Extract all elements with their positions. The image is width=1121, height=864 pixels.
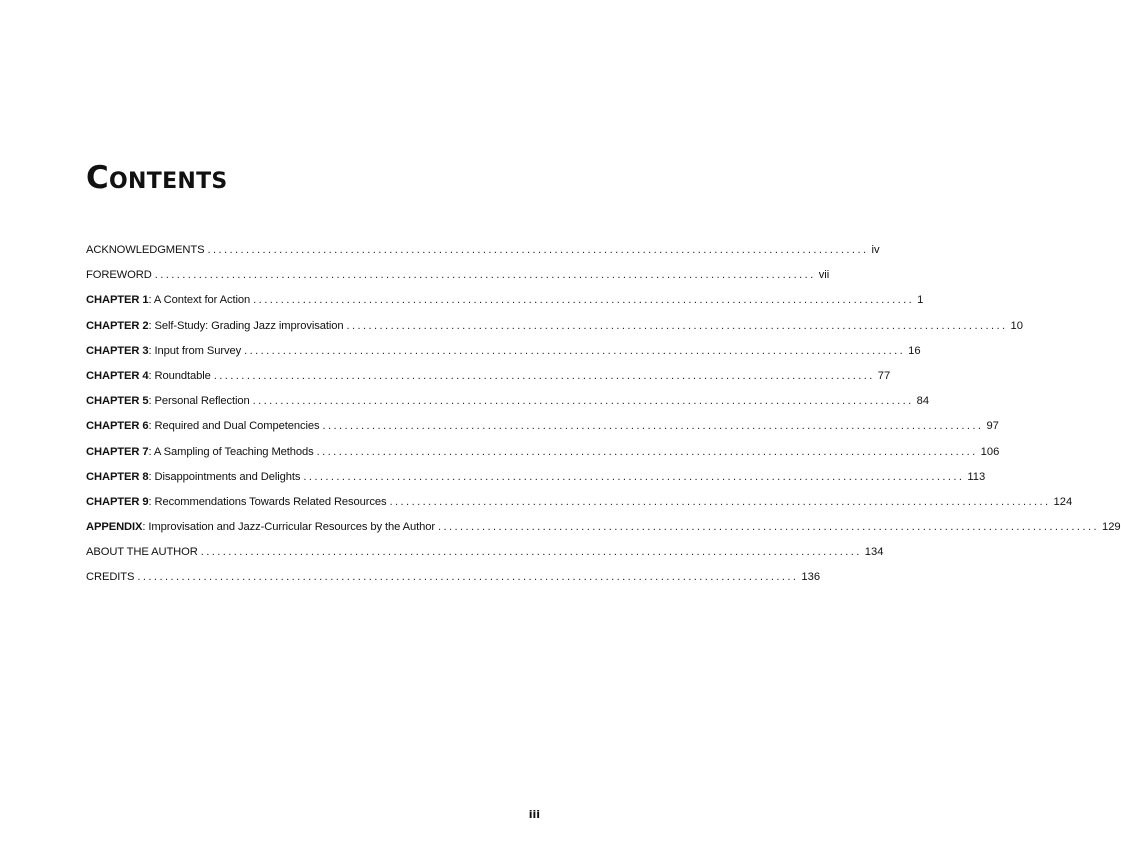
toc-entry-prefix: CHAPTER 2 — [86, 319, 149, 332]
toc-entry-text: : A Sampling of Teaching Methods — [148, 445, 314, 458]
toc-entry-page: 113 — [967, 470, 986, 483]
dot-leader: ........................................................................................................................ — [137, 571, 799, 584]
toc-entry[interactable] — [86, 521, 1121, 546]
toc-entry-text: : Recommendations Towards Related Resources — [148, 495, 387, 508]
toc-entry-label — [86, 269, 152, 281]
dot-leader: ........................................................................................................................ — [389, 495, 1051, 508]
toc-entry-prefix: CHAPTER 6 — [86, 420, 149, 433]
toc-entry-prefix: APPENDIX — [86, 521, 143, 534]
dot-leader: ........................................................................................................................ — [322, 420, 984, 433]
toc-entry-prefix: CHAPTER 1 — [86, 294, 149, 307]
toc-entry-text: : Improvisation and Jazz-Curricular Resources by the Author — [142, 521, 435, 534]
page-number: iii — [528, 808, 540, 821]
toc-entry[interactable] — [86, 445, 1000, 471]
toc-entry-text: : Required and Dual Competencies — [148, 420, 320, 433]
toc-entry-text: : Roundtable — [148, 369, 211, 382]
toc-entry[interactable] — [86, 420, 999, 445]
toc-entry-prefix: CHAPTER 9 — [86, 495, 149, 508]
toc-entry-label — [86, 471, 300, 483]
toc-entry-label — [86, 496, 387, 508]
toc-entry-text: : Self-Study: Grading Jazz improvisation — [148, 319, 344, 332]
toc-entry-label — [86, 571, 134, 583]
toc-entry[interactable] — [86, 319, 1023, 345]
toc-entry-prefix: CHAPTER 8 — [86, 470, 149, 483]
toc-entry-label — [86, 320, 344, 332]
toc-entry-page: 10 — [1010, 319, 1023, 332]
toc-entry-prefix: CHAPTER 7 — [86, 445, 149, 458]
toc-entry-label — [86, 370, 211, 382]
toc-entry[interactable] — [86, 470, 986, 496]
toc-entry-text: : Personal Reflection — [148, 395, 250, 408]
toc-entry-page: vii — [818, 269, 830, 282]
toc-entry[interactable] — [86, 369, 891, 395]
toc-entry-label — [86, 446, 314, 458]
toc-entry-prefix: CHAPTER 5 — [86, 395, 149, 408]
toc-entry-label — [86, 395, 250, 407]
toc-entry[interactable] — [86, 294, 924, 319]
toc-entry-text: : Disappointments and Delights — [148, 470, 301, 483]
toc-entry-page: 77 — [877, 369, 891, 382]
toc-entry-page: 124 — [1053, 495, 1073, 508]
toc-entry[interactable] — [86, 344, 921, 370]
toc-entry-label — [86, 546, 198, 558]
page-title: Contents — [86, 160, 228, 196]
toc-entry-page: 84 — [916, 395, 930, 408]
toc-entry[interactable] — [86, 269, 830, 294]
toc-entry-page: 1 — [917, 294, 924, 307]
toc-entry-prefix: CHAPTER 3 — [86, 344, 149, 357]
dot-leader: ........................................................................................................................ — [207, 244, 869, 256]
toc-entry[interactable] — [86, 546, 884, 571]
toc-entry-text: ABOUT THE AUTHOR — [86, 546, 198, 559]
dot-leader: ........................................................................................................................ — [437, 521, 1099, 534]
toc-entry-label — [86, 294, 250, 306]
toc-entry[interactable] — [86, 395, 930, 420]
toc-entry-text: ACKNOWLEDGMENTS — [86, 244, 205, 256]
dot-leader: ........................................................................................................................ — [303, 470, 965, 483]
toc-entry-label — [86, 521, 435, 533]
toc-entry-text: FOREWORD — [86, 269, 152, 282]
toc-entry[interactable] — [86, 571, 821, 596]
toc-entry[interactable] — [86, 495, 1073, 521]
dot-leader: ........................................................................................................................ — [253, 294, 915, 307]
toc-entry[interactable] — [86, 244, 880, 269]
toc-entry-page: 97 — [986, 420, 999, 433]
toc-entry-label — [86, 244, 204, 256]
dot-leader: ........................................................................................................................ — [213, 369, 875, 382]
toc-entry-text: : Input from Survey — [148, 344, 242, 357]
toc-entry-page: iv — [871, 244, 880, 256]
toc-entry-label — [86, 345, 241, 357]
table-of-contents — [86, 244, 1121, 597]
dot-leader: ........................................................................................................................ — [244, 344, 906, 357]
toc-entry-text: : A Context for Action — [148, 294, 251, 307]
dot-leader: ........................................................................................................................ — [346, 319, 1008, 332]
toc-entry-page: 136 — [801, 571, 821, 584]
dot-leader: ........................................................................................................................ — [252, 395, 914, 408]
toc-entry-page: 16 — [908, 344, 921, 357]
toc-entry-page: 134 — [864, 546, 884, 559]
toc-entry-page: 129 — [1101, 521, 1121, 534]
toc-entry-prefix: CHAPTER 4 — [86, 369, 149, 382]
dot-leader: ........................................................................................................................ — [316, 445, 978, 458]
toc-entry-label — [86, 420, 319, 432]
dot-leader: ........................................................................................................................ — [154, 269, 816, 282]
dot-leader: ........................................................................................................................ — [200, 546, 862, 559]
toc-entry-text: CREDITS — [86, 571, 135, 584]
toc-entry-page: 106 — [980, 445, 1000, 458]
